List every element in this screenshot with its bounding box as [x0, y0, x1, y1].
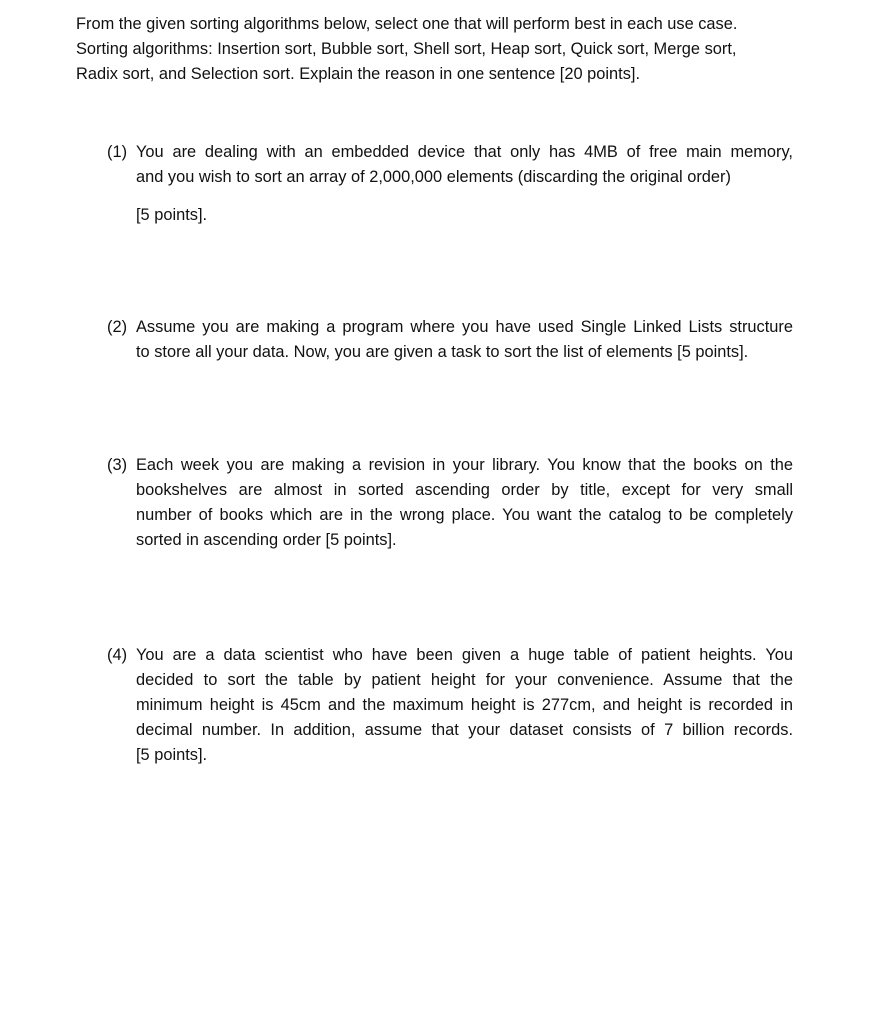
question-number: (1): [107, 143, 128, 161]
question-points: [5 points].: [136, 206, 208, 224]
question-line: decimal number. In addition, assume that your dataset consists of 7 billion records.: [136, 721, 793, 739]
instruction-line: Sorting algorithms: Insertion sort, Bubble sort, Shell sort, Heap sort, Quick sort, Merge sort,: [76, 40, 737, 58]
assignment-instructions: [76, 12, 796, 87]
question-line: Each week you are making a revision in your library. You know that the books on the: [136, 456, 793, 474]
question-line: minimum height is 45cm and the maximum height is 277cm, and height is recorded in: [136, 696, 793, 714]
question-1: [107, 140, 797, 228]
instruction-line: From the given sorting algorithms below, select one that will perform best in each use case.: [76, 15, 738, 33]
question-points: [5 points].: [136, 746, 208, 764]
question-line: to store all your data. Now, you are given a task to sort the list of elements [5 points].: [136, 343, 749, 361]
question-line: number of books which are in the wrong place. You want the catalog to be completely: [136, 506, 793, 524]
question-number: (3): [107, 456, 128, 474]
question-line: sorted in ascending order [5 points].: [136, 531, 397, 549]
question-line: and you wish to sort an array of 2,000,000 elements (discarding the original order): [136, 168, 731, 186]
question-text: [136, 140, 793, 228]
instruction-line: Radix sort, and Selection sort. Explain the reason in one sentence [20 points].: [76, 65, 640, 83]
question-text: [136, 315, 793, 365]
question-2: [107, 315, 797, 365]
question-line: Assume you are making a program where you have used Single Linked Lists structure: [136, 318, 793, 336]
question-3: [107, 453, 797, 553]
question-number: (4): [107, 646, 128, 664]
question-number: (2): [107, 318, 128, 336]
question-4: [107, 643, 797, 768]
question-line: You are a data scientist who have been given a huge table of patient heights. You: [136, 646, 793, 664]
question-text: [136, 643, 793, 768]
question-line: You are dealing with an embedded device that only has 4MB of free main memory,: [136, 143, 793, 161]
question-line: bookshelves are almost in sorted ascending order by title, except for very small: [136, 481, 793, 499]
question-text: [136, 453, 793, 553]
question-line: decided to sort the table by patient height for your convenience. Assume that the: [136, 671, 793, 689]
